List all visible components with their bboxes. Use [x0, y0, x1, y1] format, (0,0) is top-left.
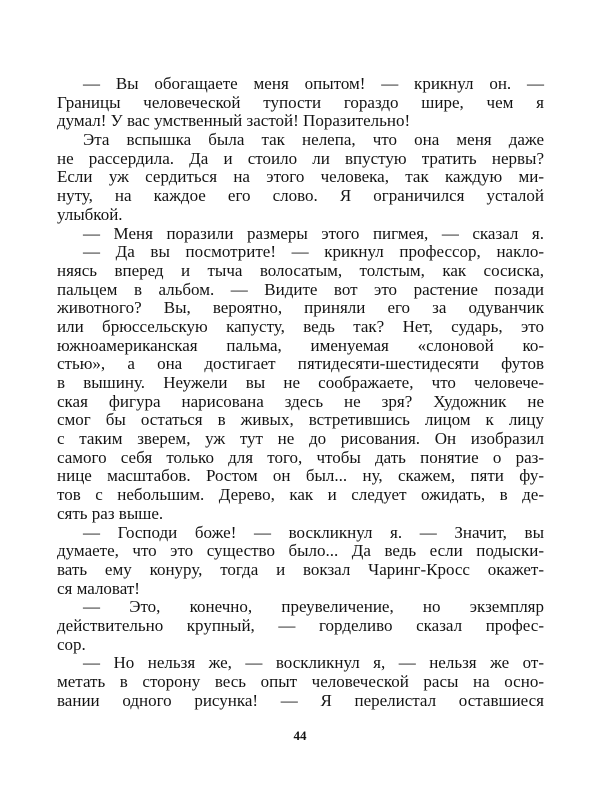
- text-line: смог бы остаться в живых, встретившись лицом к лицу: [57, 410, 544, 430]
- page-body-text: [57, 75, 544, 710]
- text-line: — Меня поразили размеры этого пигмея, — сказал я.: [83, 223, 544, 243]
- text-line: Если уж сердиться на этого человека, так каждую ми-: [57, 167, 544, 187]
- text-line: нуту, на каждое его слово. Я ограничился усталой: [57, 186, 544, 206]
- text-line: — Да вы посмотрите! — крикнул профессор, накло-: [83, 242, 544, 262]
- text-line: думаете, что это существо было... Да ведь если подыски-: [57, 541, 544, 561]
- text-line: — Вы обогащаете меня опытом! — крикнул он. —: [83, 74, 544, 93]
- text-line: ская фигура нарисована здесь не зря? Художник не: [57, 391, 544, 411]
- text-line: Эта вспышка была так нелепа, что она меня даже: [83, 130, 544, 150]
- text-line: действительно крупный, — горделиво сказал профес-: [57, 615, 544, 635]
- text-line: в вышину. Неужели вы не соображаете, что человече-: [57, 373, 544, 392]
- text-line: тов с небольшим. Дерево, как и следует ожидать, в де-: [57, 485, 544, 505]
- text-line: животного? Вы, вероятно, приняли его за одуванчик: [57, 298, 544, 318]
- page-number: 44: [293, 728, 307, 743]
- text-line: — Господи боже! — воскликнул я. — Значит, вы: [83, 522, 544, 542]
- paragraph: [57, 654, 544, 710]
- text-line: стью», а она достигает пятидесяти-шестидесяти футов: [57, 354, 544, 374]
- text-line: вании одного рисунка! — Я перелистал оставшиеся: [57, 690, 544, 710]
- paragraph: [57, 243, 544, 523]
- paragraph: [57, 75, 544, 131]
- paragraph: [57, 131, 544, 224]
- text-line: самого себя только для того, чтобы дать понятие о раз-: [57, 447, 544, 467]
- text-line: думал! У вас умственный застой! Поразительно!: [57, 111, 411, 131]
- text-line: не рассердила. Да и стоило ли впустую тратить нервы?: [57, 148, 544, 168]
- text-line: няясь вперед и тыча волосатым, толстым, как сосиска,: [57, 260, 544, 280]
- text-line: нице масштабов. Ростом он был... ну, скажем, пяти фу-: [57, 466, 544, 486]
- text-line: южноамериканская пальма, именуемая «слоновой ко-: [57, 335, 544, 355]
- text-line: — Это, конечно, преувеличение, но экземпляр: [83, 597, 544, 617]
- text-line: Границы человеческой тупости гораздо шире, чем я: [57, 92, 544, 112]
- paragraph: [57, 598, 544, 654]
- text-line: вать ему конуру, тогда и вокзал Чаринг-Кросс окажет-: [57, 559, 544, 579]
- paragraph: [57, 524, 544, 599]
- text-line: — Но нельзя же, — воскликнул я, — нельзя же от-: [83, 653, 544, 673]
- paragraph: [57, 225, 544, 244]
- text-line: улыбкой.: [57, 204, 123, 224]
- text-line: или брюссельскую капусту, ведь так? Нет, сударь, это: [57, 316, 544, 336]
- text-line: метать в сторону весь опыт человеческой расы на осно-: [57, 672, 544, 691]
- text-line: сор.: [57, 634, 86, 654]
- text-line: пальцем в альбом. — Видите вот это растение позади: [57, 279, 544, 299]
- text-line: сять раз выше.: [57, 503, 164, 523]
- text-line: с таким зверем, уж тут не до рисования. Он изобразил: [57, 429, 544, 449]
- text-line: ся маловат!: [57, 578, 140, 598]
